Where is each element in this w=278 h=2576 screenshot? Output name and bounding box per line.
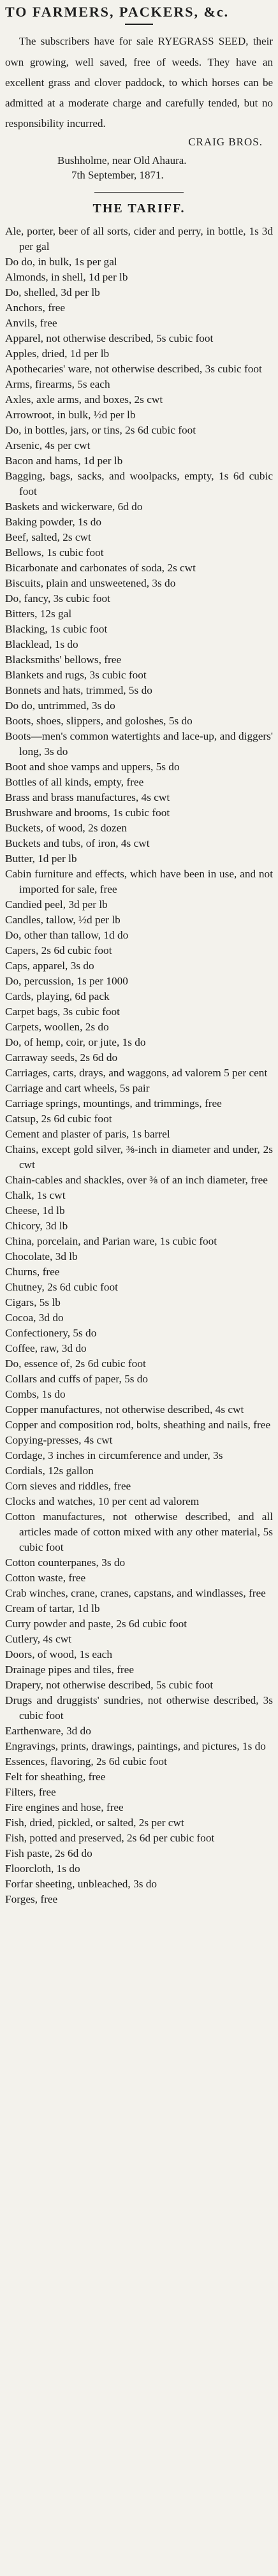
tariff-entry: Beef, salted, 2s cwt	[5, 531, 91, 543]
tariff-entry: Cards, playing, 6d pack	[5, 990, 110, 1002]
tariff-entry: Collars and cuffs of paper, 5s do	[5, 1372, 149, 1385]
tariff-entry: Chains, except gold silver, ⅜-inch in diameter and under, 2s cwt	[5, 1143, 273, 1171]
tariff-entry: Brass and brass manufactures, 4s cwt	[5, 791, 170, 803]
tariff-entry: Apparel, not otherwise described, 5s cubic foot	[5, 332, 214, 344]
tariff-entry: Caps, apparel, 3s do	[5, 959, 94, 972]
tariff-entry: Biscuits, plain and unsweetened, 3s do	[5, 576, 176, 589]
tariff-entry: Corn sieves and riddles, free	[5, 1479, 131, 1492]
advertisement-body: The subscribers have for sale RYEGRASS SEED, their own growing, well saved, free of weeds. They have an excellent grass and clover paddock, to which horses can be admitted at a moderate charge and carefully tended, but no responsibility incurred.	[5, 35, 273, 130]
tariff-title: THE TARIFF.	[92, 201, 186, 216]
tariff-entry: Carriage and cart wheels, 5s pair	[5, 1081, 150, 1094]
tariff-entry: Chocolate, 3d lb	[5, 1250, 78, 1262]
tariff-entry: Cordials, 12s gallon	[5, 1464, 94, 1477]
tariff-entry: Bitters, 12s gal	[5, 607, 72, 620]
tariff-entry: Carpets, woollen, 2s do	[5, 1020, 109, 1033]
tariff-entry: Filters, free	[5, 1785, 56, 1798]
tariff-entry: Cheese, 1d lb	[5, 1204, 65, 1217]
tariff-entry: Chutney, 2s 6d cubic foot	[5, 1280, 118, 1293]
tariff-entry: Carpet bags, 3s cubic foot	[5, 1005, 120, 1018]
tariff-entry: Anvils, free	[5, 316, 57, 329]
tariff-entry: Blacking, 1s cubic foot	[5, 622, 108, 635]
tariff-entry: Bicarbonate and carbonates of soda, 2s cwt	[5, 561, 196, 574]
tariff-entry: Doors, of wood, 1s each	[5, 1648, 112, 1660]
tariff-entry: Boots—men's common watertights and lace-up, and diggers' long, 3s do	[5, 729, 273, 757]
heading-divider	[125, 24, 153, 25]
tariff-entry: Do, in bottles, jars, or tins, 2s 6d cubic foot	[5, 423, 196, 436]
tariff-entry: Arms, firearms, 5s each	[5, 377, 110, 390]
tariff-entry: Butter, 1d per lb	[5, 852, 77, 865]
tariff-entry: Cotton counterpanes, 3s do	[5, 1556, 126, 1569]
tariff-entry: Clocks and watches, 10 per cent ad valorem	[5, 1495, 200, 1507]
tariff-entry: Baskets and wickerware, 6d do	[5, 500, 143, 513]
tariff-entry: Coffee, raw, 3d do	[5, 1342, 87, 1354]
tariff-entry: Blacklead, 1s do	[5, 638, 78, 650]
tariff-entry: Drainage pipes and tiles, free	[5, 1663, 135, 1676]
tariff-entry: Copying-presses, 4s cwt	[5, 1433, 113, 1446]
tariff-section	[5, 201, 273, 1907]
tariff-entry: Arsenic, 4s per cwt	[5, 439, 91, 451]
tariff-entry: Carriage springs, mountings, and trimmings, free	[5, 1097, 222, 1109]
tariff-entry: Drugs and druggists' sundries, not otherwise described, 3s cubic foot	[5, 1694, 273, 1722]
tariff-entry: Floorcloth, 1s do	[5, 1862, 80, 1875]
tariff-entry: Axles, axle arms, and boxes, 2s cwt	[5, 393, 163, 406]
tariff-entry: Do, fancy, 3s cubic foot	[5, 592, 110, 604]
tariff-entry: Brushware and brooms, 1s cubic foot	[5, 806, 170, 819]
advertisement-heading	[5, 4, 273, 20]
tariff-entry: Apothecaries' ware, not otherwise described, 3s cubic foot	[5, 362, 262, 375]
tariff-entry: Crab winches, crane, cranes, capstans, and windlasses, free	[5, 1586, 266, 1599]
tariff-entry: Curry powder and paste, 2s 6d cubic foot	[5, 1617, 187, 1630]
advertisement-signoff: CRAIG BROS.	[188, 135, 263, 148]
tariff-entry: Bottles of all kinds, empty, free	[5, 775, 144, 788]
advertisement-location: Bushholme, near Old Ahaura.	[57, 154, 187, 166]
tariff-entry: Do, essence of, 2s 6d cubic foot	[5, 1357, 146, 1370]
tariff-entry: Fish paste, 2s 6d do	[5, 1847, 92, 1859]
advertisement-dateline	[57, 154, 273, 183]
tariff-entry: Copper and composition rod, bolts, sheathing and nails, free	[5, 1418, 271, 1431]
tariff-entry: Cement and plaster of paris, 1s barrel	[5, 1127, 170, 1140]
tariff-entry: Cream of tartar, 1d lb	[5, 1602, 100, 1614]
tariff-entry: Do, shelled, 3d per lb	[5, 286, 100, 298]
tariff-entry: Bagging, bags, sacks, and woolpacks, empty, 1s 6d cubic foot	[5, 469, 273, 497]
tariff-entry: Fish, dried, pickled, or salted, 2s per cwt	[5, 1816, 184, 1829]
ryegrass-advertisement	[5, 4, 273, 183]
tariff-entry: Carriages, carts, drays, and waggons, ad valorem 5 per cent	[5, 1066, 268, 1079]
tariff-list	[5, 224, 273, 1907]
tariff-entry: Candied peel, 3d per lb	[5, 898, 108, 911]
tariff-entry: Forfar sheeting, unbleached, 3s do	[5, 1877, 157, 1890]
tariff-entry: Blacksmiths' bellows, free	[5, 653, 122, 666]
tariff-entry: Boots, shoes, slippers, and goloshes, 5s do	[5, 714, 193, 727]
tariff-entry: Catsup, 2s 6d cubic foot	[5, 1112, 112, 1125]
tariff-entry: Cigars, 5s lb	[5, 1296, 61, 1308]
tariff-entry: Buckets and tubs, of iron, 4s cwt	[5, 837, 150, 849]
tariff-entry: Felt for sheathing, free	[5, 1770, 106, 1783]
tariff-entry: Bonnets and hats, trimmed, 5s do	[5, 684, 152, 696]
tariff-entry: Do do, in bulk, 1s per gal	[5, 255, 117, 268]
advertisement-heading-text: TO FARMERS, PACKERS, &c.	[5, 4, 230, 20]
tariff-entry: Almonds, in shell, 1d per lb	[5, 270, 128, 283]
tariff-entry: Chicory, 3d lb	[5, 1219, 68, 1232]
tariff-entry: Apples, dried, 1d per lb	[5, 347, 110, 360]
tariff-entry: Bellows, 1s cubic foot	[5, 546, 104, 559]
tariff-entry: Cotton manufactures, not otherwise described, and all articles made of cotton mixed with any other material, 5s cubic foot	[5, 1510, 273, 1553]
tariff-entry: Cordage, 3 inches in circumference and under, 3s	[5, 1449, 223, 1461]
tariff-entry: Do, of hemp, coir, or jute, 1s do	[5, 1036, 146, 1048]
tariff-entry: Cutlery, 4s cwt	[5, 1632, 71, 1645]
tariff-entry: Ale, porter, beer of all sorts, cider and perry, in bottle, 1s 3d per gal	[5, 224, 273, 252]
tariff-entry: Combs, 1s do	[5, 1387, 66, 1400]
tariff-entry: Baking powder, 1s do	[5, 515, 101, 528]
section-divider	[94, 192, 184, 193]
tariff-entry: China, porcelain, and Parian ware, 1s cubic foot	[5, 1234, 217, 1247]
tariff-entry: Boot and shoe vamps and uppers, 5s do	[5, 760, 180, 773]
tariff-entry: Arrowroot, in bulk, ½d per lb	[5, 408, 136, 421]
tariff-entry: Confectionery, 5s do	[5, 1326, 97, 1339]
tariff-entry: Chalk, 1s cwt	[5, 1189, 66, 1201]
tariff-entry: Carraway seeds, 2s 6d do	[5, 1051, 118, 1064]
tariff-entry: Cotton waste, free	[5, 1571, 86, 1584]
tariff-entry: Do, percussion, 1s per 1000	[5, 974, 128, 987]
tariff-entry: Essences, flavoring, 2s 6d cubic foot	[5, 1755, 167, 1767]
tariff-entry: Anchors, free	[5, 301, 66, 314]
tariff-entry: Candles, tallow, ½d per lb	[5, 913, 121, 926]
tariff-entry: Buckets, of wood, 2s dozen	[5, 821, 128, 834]
tariff-entry: Cabin furniture and effects, which have been in use, and not imported for sale, free	[5, 867, 273, 895]
tariff-entry: Bacon and hams, 1d per lb	[5, 454, 123, 467]
tariff-entry: Do, other than tallow, 1d do	[5, 928, 129, 941]
tariff-entry: Do do, untrimmed, 3s do	[5, 699, 115, 712]
advertisement-date: 7th September, 1871.	[71, 168, 164, 181]
tariff-entry: Copper manufactures, not otherwise described, 4s cwt	[5, 1403, 244, 1416]
tariff-entry: Cocoa, 3d do	[5, 1311, 64, 1324]
tariff-entry: Forges, free	[5, 1892, 58, 1905]
tariff-entry: Blankets and rugs, 3s cubic foot	[5, 668, 147, 681]
tariff-entry: Churns, free	[5, 1265, 60, 1278]
tariff-entry: Drapery, not otherwise described, 5s cubic foot	[5, 1678, 214, 1691]
tariff-entry: Chain-cables and shackles, over ⅜ of an inch diameter, free	[5, 1173, 268, 1186]
tariff-entry: Fire engines and hose, free	[5, 1801, 124, 1813]
tariff-entry: Fish, potted and preserved, 2s 6d per cubic foot	[5, 1831, 215, 1844]
tariff-entry: Engravings, prints, drawings, paintings, and pictures, 1s do	[5, 1739, 266, 1752]
tariff-entry: Capers, 2s 6d cubic foot	[5, 944, 112, 956]
tariff-entry: Earthenware, 3d do	[5, 1724, 91, 1737]
